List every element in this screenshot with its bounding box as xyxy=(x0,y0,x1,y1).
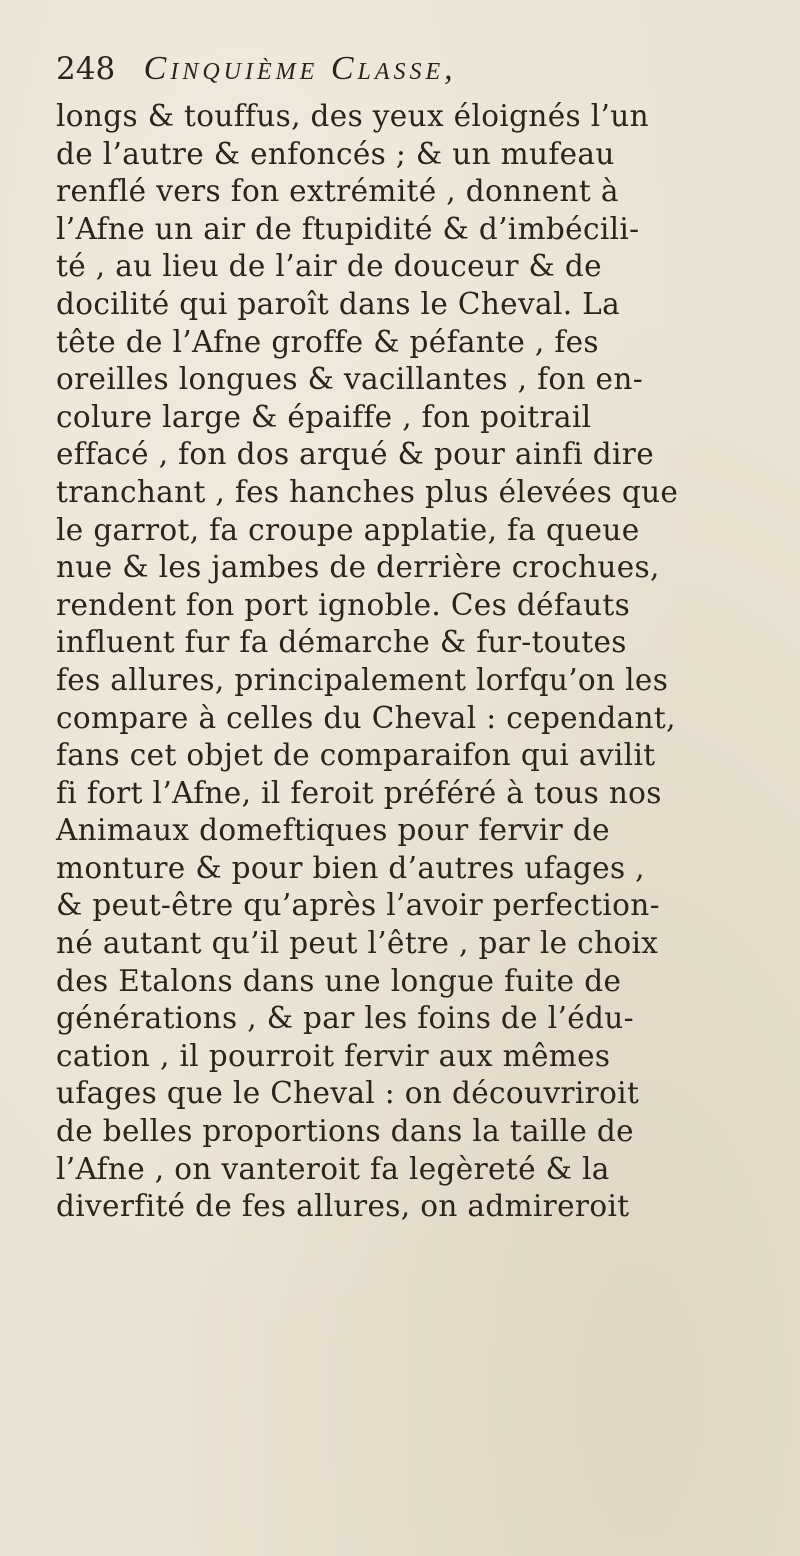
text-line: compare à celles du Cheval : cependant, xyxy=(56,700,676,735)
text-line: & peut-être qu’après l’avoir perfection- xyxy=(56,888,660,923)
text-line: monture & pour bien d’autres ufages , xyxy=(56,850,645,885)
text-line: fans cet objet de comparaifon qui avilit xyxy=(56,738,656,773)
text-line: colure large & épaiffe , fon poitrail xyxy=(56,399,592,434)
text-line: docilité qui paroît dans le Cheval. La xyxy=(56,286,621,321)
text-line: longs & touffus, des yeux éloignés l’un xyxy=(56,99,649,133)
text-line: tranchant , fes hanches plus élevées que xyxy=(56,474,679,509)
text-line: le garrot, fa croupe applatie, fa queue xyxy=(56,512,640,547)
page-number: 248 xyxy=(56,51,116,87)
text-line: fes allures, principalement lorfqu’on les xyxy=(56,662,669,697)
text-line: effacé , fon dos arqué & pour ainfi dire xyxy=(56,437,655,472)
running-head xyxy=(56,40,776,96)
section-title: Cinquième Classe, xyxy=(143,50,457,87)
text-line: renflé vers fon extrémité , donnent à xyxy=(56,174,619,209)
text-line: diverfité de fes allures, on admireroit xyxy=(56,1189,630,1224)
text-line: cation , il pourroit fervir aux mêmes xyxy=(56,1038,611,1073)
text-line: ufages que le Cheval : on découvriroit xyxy=(56,1076,640,1111)
text-line: Animaux domeftiques pour fervir de xyxy=(56,813,610,848)
text-line: de l’autre & enfoncés ; & un mufeau xyxy=(56,136,615,171)
text-line: tête de l’Afne groffe & péfante , fes xyxy=(56,324,599,359)
text-line: des Etalons dans une longue fuite de xyxy=(56,963,622,998)
text-line: né autant qu’il peut l’être , par le choix xyxy=(56,926,659,961)
text-line: oreilles longues & vacillantes , fon en- xyxy=(56,362,644,397)
text-line: générations , & par les foins de l’édu- xyxy=(56,1001,634,1036)
text-line: nue & les jambes de derrière crochues, xyxy=(56,550,660,585)
text-line: influent fur fa démarche & fur-toutes xyxy=(56,625,627,660)
blank-lower-margin xyxy=(0,1300,800,1556)
text-line: de belles proportions dans la taille de xyxy=(56,1114,634,1149)
text-line: fi fort l’Afne, il feroit préféré à tous nos xyxy=(56,775,662,810)
text-line: té , au lieu de l’air de douceur & de xyxy=(56,249,602,284)
text-line: l’Afne , on vanteroit fa legèreté & la xyxy=(56,1151,610,1186)
body-text xyxy=(56,98,780,1226)
text-line: l’Afne un air de ftupidité & d’imbécili- xyxy=(56,211,640,246)
text-line: rendent fon port ignoble. Ces défauts xyxy=(56,587,631,622)
